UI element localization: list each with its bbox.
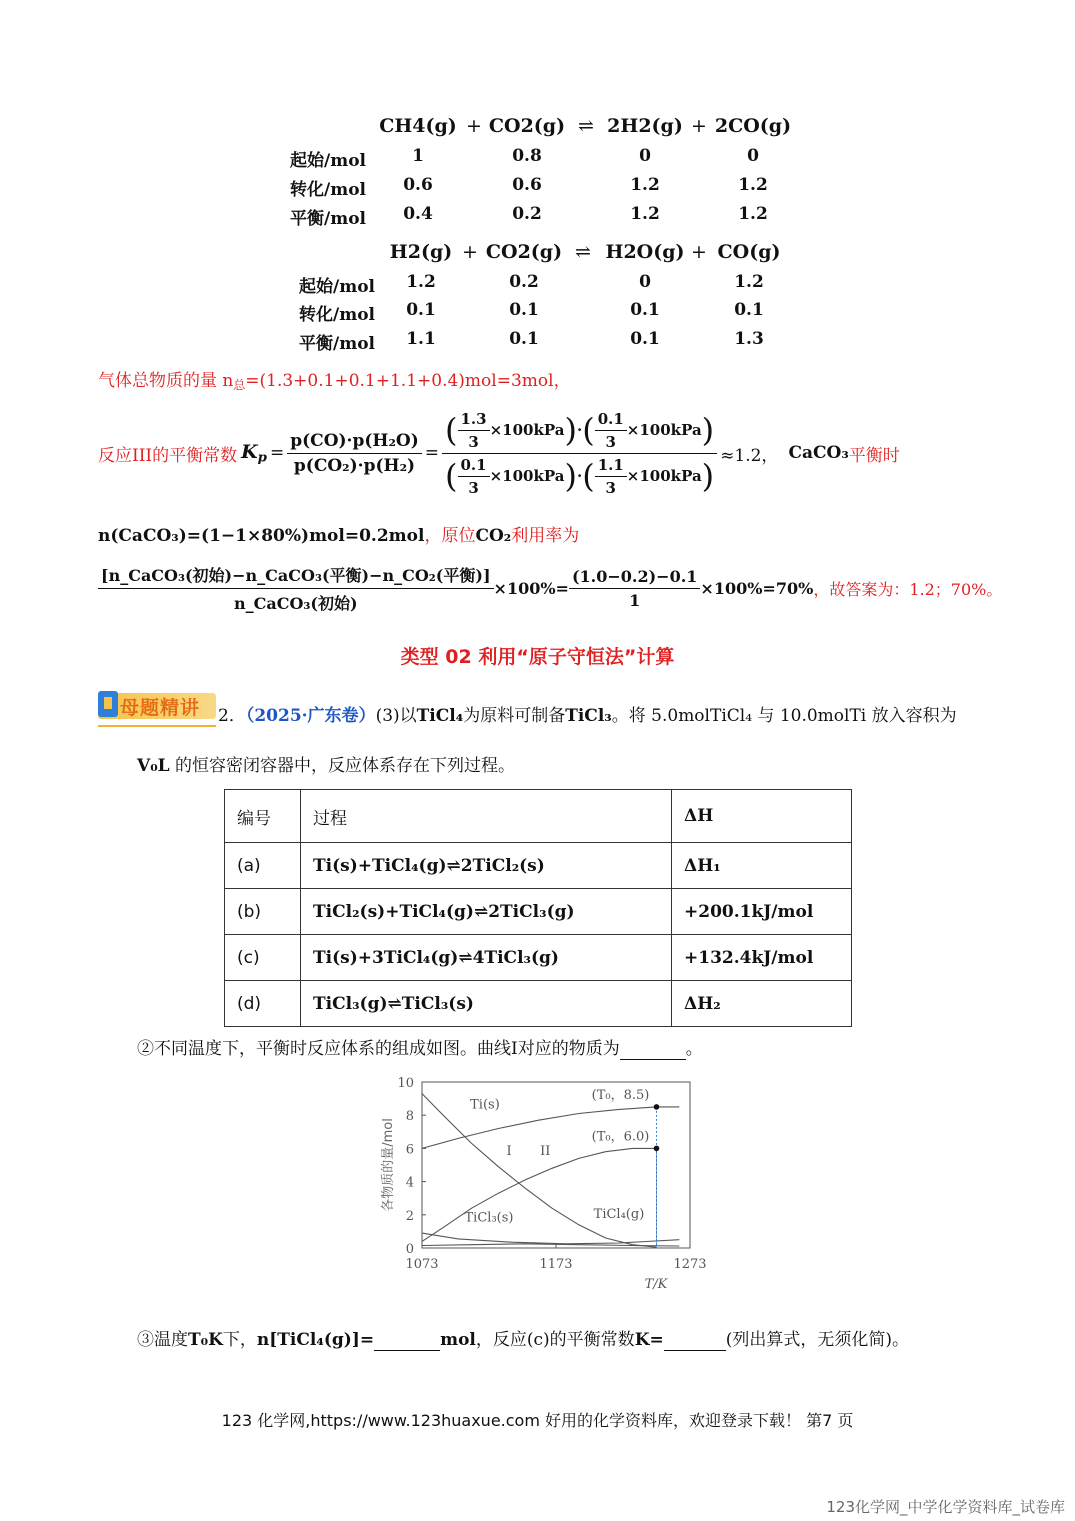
total-gas-line: [98, 366, 571, 393]
row-id: (d): [225, 981, 301, 1027]
point-label: (T₀，6.0): [591, 1129, 650, 1145]
ice-2-cell: 0.2: [509, 272, 539, 292]
ice-1-cell: 1.2: [630, 175, 660, 195]
ice-1-cell: 1.2: [630, 204, 660, 224]
y-tick-label: 8: [405, 1109, 414, 1125]
series-label: I: [506, 1144, 512, 1160]
ice-2-cell: 1.1: [406, 329, 436, 349]
ice-2-species-2: CO2(g): [485, 241, 563, 263]
series-line: [422, 1094, 657, 1248]
ice-1-cell: 0.2: [512, 204, 542, 224]
q3-n-ticl4: n[TiCl₄(g)]=: [256, 1330, 375, 1350]
ice-1-species-4: 2CO(g): [714, 115, 792, 137]
kp-result: ≈1.2，: [720, 445, 779, 466]
row-process: Ti(s)+3TiCl₄(g)⇌4TiCl₃(g): [301, 935, 672, 981]
series-label: Ti(s): [470, 1097, 500, 1113]
ice-2-label-equilibrium: 平衡/mol: [299, 334, 375, 354]
util-fraction-1: $\frac{\text{[n\_CaCO₃(初始)−n\_CaCO₃(平衡)−n\_CO₂(平衡)]}}{\text{n\_CaCO₃(初始)}}$: [98, 563, 494, 614]
ice-2-species-1: H2(g): [389, 241, 453, 263]
util-prefix: ，原位: [424, 526, 476, 546]
q-ticl4: TiCl₄: [416, 706, 464, 726]
ice-2-cell: 0.1: [630, 300, 660, 320]
point-label: (T₀，8.5): [591, 1087, 650, 1103]
question-number: 2．: [218, 706, 246, 726]
total-gas-rest: =(1.3+0.1+0.1+1.1+0.4)mol=3mol，: [245, 371, 571, 391]
ice-2-species-4: CO(g): [717, 241, 781, 263]
y-tick-label: 10: [397, 1076, 414, 1091]
q3-k: K=: [634, 1330, 664, 1350]
row-process: TiCl₃(g)⇌TiCl₃(s): [301, 981, 672, 1027]
y-tick-label: 6: [405, 1142, 414, 1158]
series-line: [422, 1244, 679, 1246]
ice-2-cell: 0: [639, 272, 651, 292]
times-100: ×100%=: [493, 579, 569, 598]
total-gas-prefix: 气体总物质的量 n: [98, 371, 234, 391]
ice-2-cell: 1.2: [734, 272, 764, 292]
clipboard-icon: [98, 691, 118, 717]
question-3-line: ③温度T₀K下，n[TiCl₄(g)]= mol，反应(c)的平衡常数K= (列出算式，无须化简)。: [137, 1330, 909, 1350]
q3-blank-1[interactable]: [374, 1330, 440, 1351]
ice-1-label-start: 起始/mol: [290, 151, 366, 171]
util-fraction-2: $\frac{(1.0-0.2)-0.1}{1}$: [569, 567, 700, 610]
ice-2-label-start: 起始/mol: [299, 277, 375, 297]
ice-1-species-1: CH4(g): [379, 115, 457, 137]
kp-line: 反应III的平衡常数 $K_p$ = $\frac{\text{p(CO)·p(H₂O)}}{\text{p(CO₂)·p(H₂)}}$ = ( $\frac{1.3}{3}$ ×100kPa ) · ( $\frac{0.1}{3}$ ×100kPa ) ( $\frac{0.1}{3}$ ×100kPa ) · ( $\frac{1.1}{3}$ ×100kPa ) ≈1.2， CaCO₃ 平衡时: [98, 409, 900, 497]
question-line-2: V₀L 的恒容密闭容器中，反应体系存在下列过程。: [137, 756, 515, 776]
header-process: 过程: [301, 790, 672, 843]
ice-1-species-2: CO2(g): [488, 115, 566, 137]
watermark: 123化学网_中学化学资料库_试卷库: [826, 1498, 1065, 1516]
ice-2-cell: 1.2: [406, 272, 436, 292]
q3-t0k: T₀K: [188, 1330, 223, 1350]
ice-1-cell: 0.6: [512, 175, 542, 195]
caco3-label: CaCO₃: [788, 443, 849, 463]
ice-1-cell: 0: [639, 146, 651, 166]
utilization-line: [98, 563, 1002, 614]
q-v0l: V₀L: [137, 756, 170, 776]
row-dh: +132.4kJ/mol: [672, 935, 852, 981]
series-label: II: [540, 1144, 551, 1160]
kp-expanded-fraction: ( $\frac{1.3}{3}$ ×100kPa ) · ( $\frac{0.1}{3}$ ×100kPa ) ( $\frac{0.1}{3}$ ×100kPa ) · ( $\frac{1.1}{3}$ ×100kPa ): [442, 410, 717, 497]
header-id: 编号: [225, 790, 301, 843]
row-dh: +200.1kJ/mol: [672, 889, 852, 935]
x-tick-label: 1073: [405, 1257, 439, 1272]
q2-text: ②不同温度下，平衡时反应体系的组成如图。曲线I对应的物质为: [137, 1039, 620, 1059]
ice-1-arrow: ⇌: [578, 115, 594, 137]
data-point: [654, 1104, 660, 1110]
ice-1-label-change: 转化/mol: [290, 180, 366, 200]
badge-text: 母题精讲: [120, 697, 201, 719]
x-tick-label: 1173: [539, 1257, 573, 1272]
question-2-line: ②不同温度下，平衡时反应体系的组成如图。曲线I对应的物质为 。: [137, 1039, 703, 1059]
y-tick-label: 2: [405, 1208, 414, 1224]
ice-2-cell: 1.3: [734, 329, 764, 349]
ice-1-cell: 1.2: [738, 175, 768, 195]
y-axis-label: 各物质的量/mol: [381, 1118, 396, 1212]
answer-text: ，故答案为：1.2；70%。: [813, 580, 1003, 599]
ice-2-plus-2: +: [691, 241, 707, 263]
n-caco3-line: [98, 521, 579, 546]
ice-1-cell: 1.2: [738, 204, 768, 224]
series-label: TiCl₃(s): [464, 1210, 514, 1226]
x-axis-label: T/K: [644, 1277, 668, 1292]
ice-1-cell: 0.8: [512, 146, 542, 166]
section-title: 类型 02 利用“原子守恒法”计算: [400, 646, 675, 668]
ice-2-arrow: ⇌: [575, 241, 591, 263]
ice-1-plus-1: +: [466, 115, 482, 137]
ice-1-species-3: 2H2(g): [607, 115, 683, 137]
util-co2: CO₂: [475, 526, 512, 546]
y-tick-label: 4: [405, 1175, 414, 1191]
ice-1-label-equilibrium: 平衡/mol: [290, 209, 366, 229]
ice-2-species-3: H2O(g): [605, 241, 685, 263]
table-header-row: [225, 790, 852, 843]
ice-1-cell: 0.6: [403, 175, 433, 195]
y-tick-label: 0: [405, 1242, 414, 1257]
header-dh: ΔH: [672, 790, 852, 843]
util-result: ×100%=70%: [700, 579, 814, 598]
ice-2-cell: 0.1: [509, 329, 539, 349]
row-id: (b): [225, 889, 301, 935]
ice-1-cell: 1: [412, 146, 424, 166]
ice-2-cell: 0.1: [406, 300, 436, 320]
ice-2-cell: 0.1: [509, 300, 539, 320]
caco3-suffix: 平衡时: [848, 445, 900, 466]
ice-1-cell: 0.4: [403, 204, 433, 224]
row-id: (a): [225, 843, 301, 889]
row-process: TiCl₂(s)+TiCl₄(g)⇌2TiCl₃(g): [301, 889, 672, 935]
ice-2-plus-1: +: [462, 241, 478, 263]
row-process: Ti(s)+TiCl₄(g)⇌2TiCl₂(s): [301, 843, 672, 889]
ice-2-cell: 0.1: [630, 329, 660, 349]
ice-2-cell: 0.1: [734, 300, 764, 320]
data-point: [654, 1146, 660, 1152]
ice-1-cell: 0: [747, 146, 759, 166]
badge: [98, 693, 216, 729]
page-footer: 123 化学网,https://www.123huaxue.com 好用的化学资料库，欢迎登录下载！ 第7 页: [221, 1411, 854, 1430]
process-table: [224, 789, 852, 1027]
total-gas-sub: 总: [233, 377, 246, 392]
question-line-1: 2．（2025·广东卷）(3)以TiCl₄为原料可制备TiCl₃。将 5.0molTiCl₄ 与 10.0molTi 放入容积为: [218, 706, 957, 726]
q2-blank[interactable]: [620, 1039, 686, 1060]
series-line: [422, 1148, 657, 1241]
n-caco3: n(CaCO₃)=(1−1×80%)mol=0.2mol: [98, 526, 425, 546]
row-dh: ΔH₁: [672, 843, 852, 889]
q-ticl3: TiCl₃: [565, 706, 612, 726]
ice-1-plus-2: +: [691, 115, 707, 137]
util-suffix: 利用率为: [511, 526, 580, 546]
row-id: (c): [225, 935, 301, 981]
question-source: （2025·广东卷）: [245, 706, 376, 726]
composition-chart: [370, 1068, 710, 1308]
table-row: [225, 935, 852, 981]
series-line: [422, 1233, 679, 1244]
table-row: [225, 981, 852, 1027]
ice-2-label-change: 转化/mol: [299, 305, 375, 325]
kp-symbol: $K_p$: [241, 440, 267, 466]
kp-fraction: $\frac{\text{p(CO)·p(H₂O)}}{\text{p(CO₂)·p(H₂)}}$: [287, 431, 422, 476]
row-dh: ΔH₂: [672, 981, 852, 1027]
q3-blank-2[interactable]: [664, 1330, 726, 1351]
table-row: [225, 843, 852, 889]
kp-prefix: 反应III的平衡常数: [98, 445, 238, 466]
series-label: TiCl₄(g): [593, 1207, 645, 1223]
table-row: [225, 889, 852, 935]
x-tick-label: 1273: [673, 1257, 707, 1272]
